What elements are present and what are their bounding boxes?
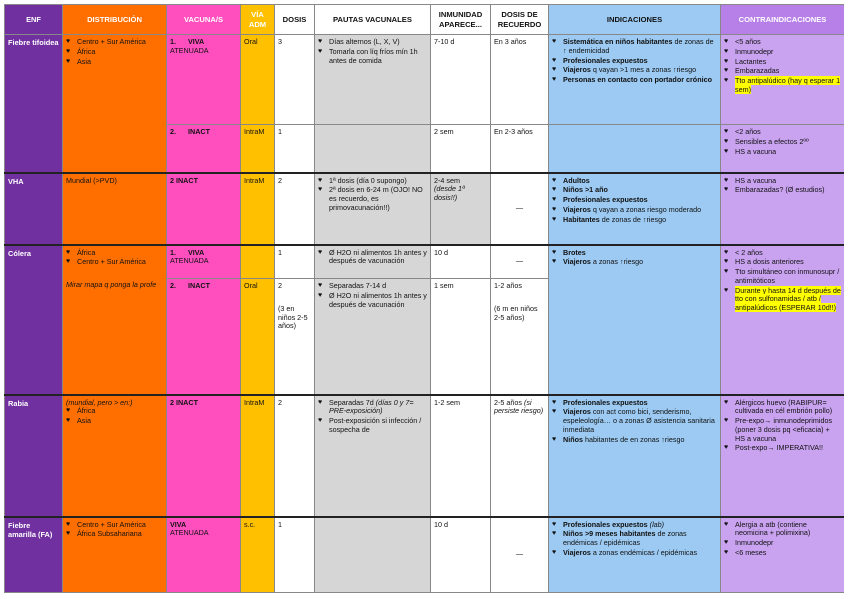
rec-colera-inact: 1-2 años (6 m en niños 2-5 años) [491,279,549,395]
list-item: ♥ <5 años [724,38,841,47]
vac-colera-viva: 1. VIVA ATENUADA [167,245,241,279]
enf-colera: Cólera [5,245,63,395]
dist-colera [63,245,167,395]
list-item: ♥ Niños >1 año [552,186,717,195]
enf-fa: Fiebre amarilla (FA) [5,517,63,593]
list-item: ♥ Centro + Sur América [66,258,163,267]
list-item: ♥ Ø H2O ni alimentos 1h antes y después de vacunación [318,249,427,267]
enf-vha: VHA [5,173,63,245]
list-item: ♥ Tto simultáneo con inmunosupr / antimitóticos [724,268,841,286]
list-item: ♥ Sensibles a efectos 2ºº [724,138,841,147]
vaccine-table-wrapper [4,4,844,595]
list-item: ♥ Niños >9 meses habitantes de zonas endémicas / epidémicas [552,530,717,548]
via-tifoidea-viva: Oral [241,35,275,125]
con-tifoidea-viva [721,35,845,125]
via-vha: IntraM [241,173,275,245]
list-item: ♥ Alérgicos huevo (RABIPUR= cultivada en cél embrión pollo) [724,399,841,417]
rec-tifoidea-inact: En 2-3 años [491,125,549,173]
ind-tifoidea [549,35,721,125]
row-fa [5,517,845,593]
dist-tifoidea [63,35,167,173]
list-item: ♥ Profesionales expuestos [552,57,717,66]
list-item: ♥ Separadas 7d (días 0 y 7= PRE-exposición) [318,399,427,417]
pautas-vha [315,173,431,245]
dosis-colera-viva: 1 [275,245,315,279]
list-item: ♥ Embarazadas? (Ø estudios) [724,186,841,195]
header-vacunas: VACUNA/S [167,5,241,35]
list-item: ♥ < 2 años [724,249,841,258]
list-item: ♥ Tomarla con líq fríos mín 1h antes de comida [318,48,427,66]
row-tifoidea-viva [5,35,845,125]
header-row [5,5,845,35]
list-item: ♥ Profesionales expuestos (lab) [552,521,717,530]
con-rabia [721,395,845,517]
dist-fa [63,517,167,593]
header-enf: ENF [5,5,63,35]
rec-rabia: 2-5 años (si persiste riesgo) [491,395,549,517]
list-item: ♥ Asia [66,417,163,426]
list-item: ♥ Sistemática en niños habitantes de zonas de ↑ endemicidad [552,38,717,56]
list-item: ♥ <2 años [724,128,841,137]
dosis-colera-inact: 2 (3 en niños 2-5 años) [275,279,315,395]
via-rabia: IntraM [241,395,275,517]
rec-colera-viva: — [491,245,549,279]
list-item: ♥ Ø H2O ni alimentos 1h antes y después de vacunación [318,292,427,310]
ind-colera [549,245,721,395]
header-inmunidad: INMUNIDAD APARECE... [431,5,491,35]
row-vha [5,173,845,245]
list-item: ♥ HS a dosis anteriores [724,258,841,267]
header-pautas: PAUTAS VACUNALES [315,5,431,35]
inm-tifoidea-viva: 7-10 d [431,35,491,125]
list-item: ♥ Niños habitantes de en zonas ↑riesgo [552,436,717,445]
list-item: ♥ África [66,48,163,57]
list-item: ♥ Embarazadas [724,67,841,76]
ind-fa [549,517,721,593]
via-tifoidea-inact: IntraM [241,125,275,173]
list-item: ♥ 1ª dosis (día 0 supongo) [318,177,427,186]
list-item: ♥ Separadas 7-14 d [318,282,427,291]
list-item: ♥ HS a vacuna [724,177,841,186]
list-item: ♥ 2ª dosis en 6-24 m (OJO! NO es recuerdo, es primovacunación!!) [318,186,427,212]
list-item: ♥ Viajeros q vayan a zonas riesgo moderado [552,206,717,215]
vac-vha: 2 INACT [167,173,241,245]
list-item: ♥ Alergia a atb (contiene neomicina + polimixina) [724,521,841,539]
via-colera-viva [241,245,275,279]
con-colera [721,245,845,395]
list-item: ♥ Brotes [552,249,717,258]
list-item: ♥ Días alternos (L, X, V) [318,38,427,47]
list-item: ♥ África Subsahariana [66,530,163,539]
dosis-fa: 1 [275,517,315,593]
via-colera-inact: Oral [241,279,275,395]
row-rabia [5,395,845,517]
row-colera-viva [5,245,845,279]
pautas-tifoidea-inact [315,125,431,173]
enf-tifoidea: Fiebre tifoidea [5,35,63,173]
list-item: ♥ Viajeros a zonas ↑riesgo [552,258,717,267]
header-contraindicaciones: CONTRAINDICACIONES [721,5,845,35]
list-item: ♥ Post-exposición si infección / sospecha de [318,417,427,435]
con-vha [721,173,845,245]
vac-colera-inact: 2. INACT [167,279,241,395]
list-item: ♥ Viajeros q vayan >1 mes a zonas ↑riesgo [552,66,717,75]
rec-vha: — [491,173,549,245]
list-item: ♥ Profesionales expuestos [552,399,717,408]
vac-fa: VIVA ATENUADA [167,517,241,593]
list-item: ♥ <6 meses [724,549,841,558]
list-item: ♥ HS a vacuna [724,148,841,157]
ind-tifoidea-inact [549,125,721,173]
list-item: ♥ Centro + Sur América [66,521,163,530]
ind-rabia [549,395,721,517]
list-item: ♥ Adultos [552,177,717,186]
con-fa [721,517,845,593]
list-item: ♥ Personas en contacto con portador crónico [552,76,717,85]
list-item: ♥ Tto antipalúdico (hay q esperar 1 sem) [724,77,841,95]
dosis-vha: 2 [275,173,315,245]
list-item: ♥ Profesionales expuestos [552,196,717,205]
inm-colera-viva: 10 d [431,245,491,279]
list-item: ♥ Post-expo→ IMPERATIVA!! [724,444,841,453]
inm-vha: 2-4 sem (desde 1ª dosis!!) [431,173,491,245]
list-item: ♥ Inmunodepr [724,539,841,548]
inm-tifoidea-inact: 2 sem [431,125,491,173]
rec-fa: — [491,517,549,593]
inm-fa: 10 d [431,517,491,593]
pautas-rabia [315,395,431,517]
con-tifoidea-inact [721,125,845,173]
list-item: ♥ Viajeros a zonas endémicas / epidémicas [552,549,717,558]
pautas-tifoidea-viva [315,35,431,125]
list-item: ♥ Inmunodepr [724,48,841,57]
pautas-fa [315,517,431,593]
dosis-tifoidea-viva: 3 [275,35,315,125]
vac-tifoidea-inact: 2. INACT [167,125,241,173]
vaccine-table [4,4,844,593]
list-item: ♥ Centro + Sur América [66,38,163,47]
dosis-rabia: 2 [275,395,315,517]
header-via-adm: VÍA ADM [241,5,275,35]
header-recuerdo: DOSIS DE RECUERDO [491,5,549,35]
ind-vha [549,173,721,245]
list-item: ♥ Pre-expo→ inmunodeprimidos (poner 3 dosis pq <eficacia) + HS a vacuna [724,417,841,443]
list-item: ♥ Lactantes [724,58,841,67]
header-dosis: DOSIS [275,5,315,35]
pautas-colera-inact [315,279,431,395]
list-item: ♥ Viajeros con act como bici, senderismo, espeleología… o a zonas Ø asistencia sanitaria inmediata [552,408,717,434]
list-item: ♥ Habitantes de zonas de ↑riesgo [552,216,717,225]
inm-colera-inact: 1 sem [431,279,491,395]
inm-rabia: 1-2 sem [431,395,491,517]
vac-tifoidea-viva: 1. VIVA ATENUADA [167,35,241,125]
pautas-colera-viva [315,245,431,279]
vac-rabia: 2 INACT [167,395,241,517]
list-item: ♥ Durante y hasta 14 d después de tto con sulfonamidas / atb / antipalúdicos (ESPERAR 10d!!) [724,287,841,313]
list-item: ♥ África [66,249,163,258]
dist-note: Mirar mapa q ponga la profe [66,280,157,290]
dosis-tifoidea-inact: 1 [275,125,315,173]
dist-rabia: (mundial, pero > en:) ♥ África ♥ Asia [63,395,167,517]
dist-vha: Mundial (>PVD) [63,173,167,245]
rec-tifoidea-viva: En 3 años [491,35,549,125]
header-indicaciones: INDICACIONES [549,5,721,35]
enf-rabia: Rabia [5,395,63,517]
list-item: ♥ África [66,407,163,416]
via-fa: s.c. [241,517,275,593]
list-item: ♥ Asia [66,58,163,67]
header-distribucion: DISTRIBUCIÓN [63,5,167,35]
